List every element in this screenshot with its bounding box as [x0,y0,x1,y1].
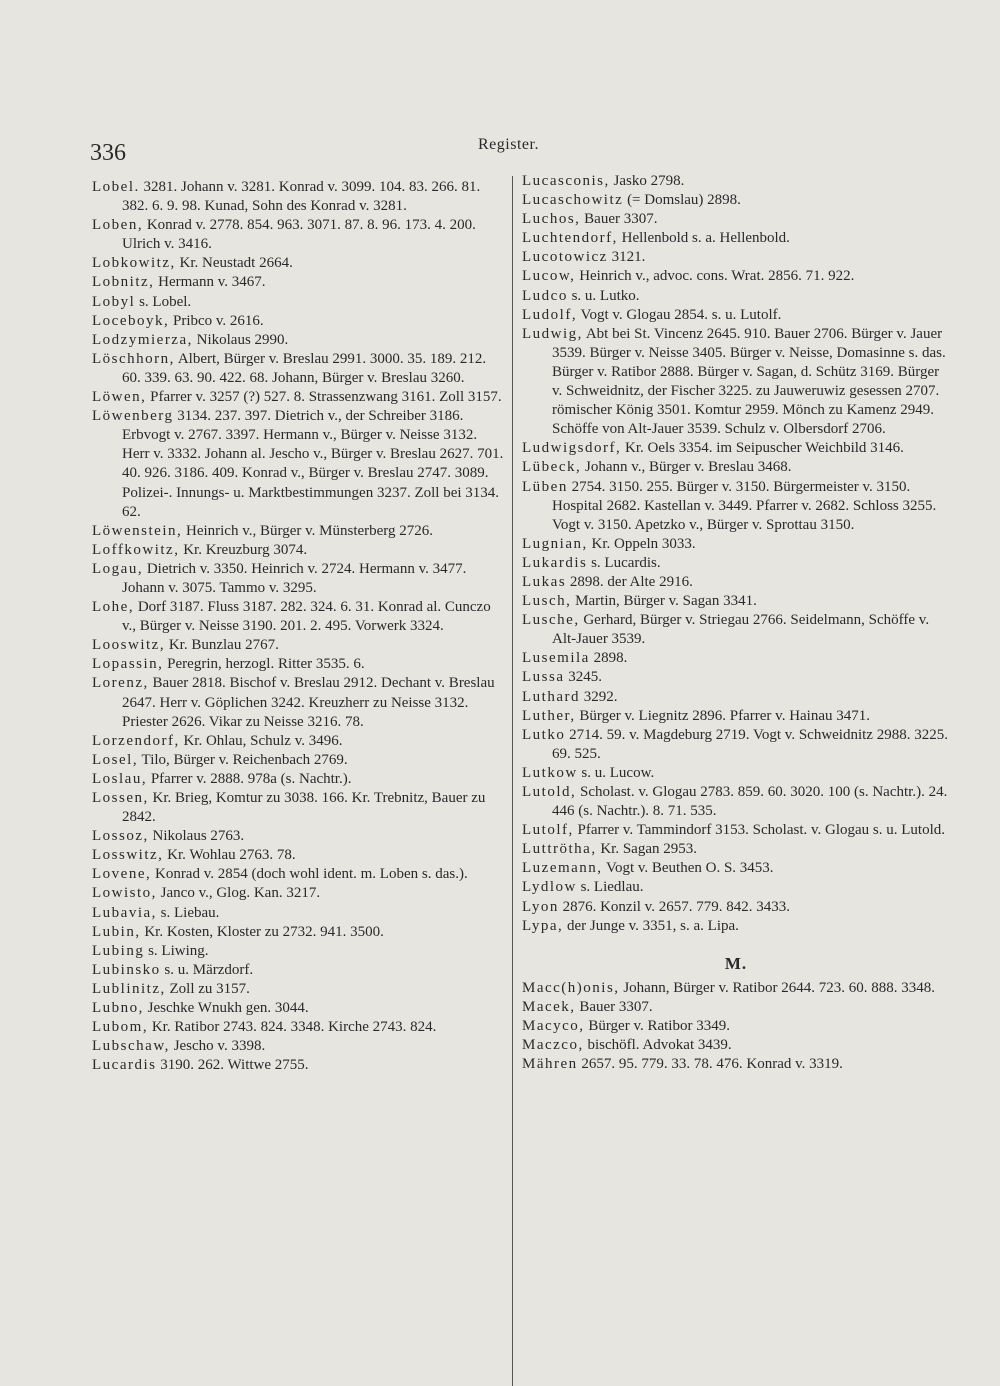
entry-headword: Lobel. [92,179,140,195]
register-entry [92,216,506,254]
entry-headword: Lowisto, [92,885,157,902]
entry-text: 3245. [564,669,602,686]
entry-text: Janco v., Glog. Kan. 3217. [156,885,321,902]
register-entry [92,865,506,884]
register-entry [92,541,506,560]
entry-headword: Ludwig, [522,325,583,342]
entry-headword: Lobyl [92,293,136,310]
entry-text: 3292. [579,688,618,705]
entry-text: Kr. Ratibor 2743. 824. 3348. Kirche 2743. 824. [148,1019,437,1036]
entry-headword: Lorenz, [92,675,149,692]
entry-text: Konrad v. 2778. 854. 963. 3071. 87. 8. 96. 173. 4. 200. Ulrich v. 3416. [122,217,476,253]
entry-text: Tilo, Bürger v. Reichenbach 2769. [138,751,348,768]
entry-headword: Ludolf, [522,306,578,323]
entry-text: Pfarrer v. 2888. 978a (s. Nachtr.). [147,770,352,787]
entry-text: s. u. Lutko. [567,287,640,304]
register-entry [522,535,950,554]
entry-text: 3121. [607,249,646,266]
entry-headword: Löwenberg [92,408,174,425]
register-entry [522,287,950,306]
register-entry [92,942,506,961]
register-entry [92,312,506,331]
register-entry [92,522,506,541]
entry-text: 3190. 262. Wittwe 2755. [156,1057,309,1074]
register-entry [92,961,506,980]
entry-headword: Looswitz, [92,637,166,654]
entry-headword: Lübeck, [522,459,582,476]
entry-text: Bauer 2818. Bischof v. Breslau 2912. Dechant v. Breslau 2647. Herr v. Göplichen 3242. Kreuzherr zu Neisse 3132. Priester 2626. Vikar zu Neisse 3216. 78. [122,675,495,730]
register-entry [92,751,506,770]
entry-text: Johann, Bürger v. Ratibor 2644. 723. 60. 888. 3348. [619,979,935,996]
register-entry [522,821,950,840]
entry-headword: Lukas [522,573,567,590]
register-entry [522,707,950,726]
entry-headword: Lohe, [92,599,135,616]
page-header [90,128,970,168]
register-entry [92,407,506,522]
register-entry [92,293,506,312]
entry-headword: Lucaschowitz [522,192,624,209]
register-entry [522,172,950,191]
register-entry [92,598,506,636]
entry-headword: Lubinsko [92,961,161,978]
entry-text: Kr. Kreuzburg 3074. [179,541,308,558]
entry-text: 3134. 237. 397. Dietrich v., der Schreiber 3186. Erbvogt v. 2767. 3397. Hermann v., Bürger v. Neisse 3132. Herr v. 3332. Johann al. Jescho v., Bürger v. Breslau 2627. 701. 40. 926. 3186. 409. Konrad v., Bürger v. Breslau 2747. 3089. Polizei-. Innungs- u. Marktbestimmungen 3237. Zoll bei 3134. 62. [122,408,504,520]
entry-headword: Lutold, [522,784,577,800]
entry-headword: Loslau, [92,770,148,787]
entry-headword: Loffkowitz, [92,541,180,558]
entry-text: s. u. Märzdorf. [160,961,254,978]
entry-text: Bürger v. Ratibor 3349. [584,1018,730,1035]
register-entry [522,688,950,707]
register-entry [522,840,950,859]
entry-text: Pfarrer v. Tammindorf 3153. Scholast. v. Glogau s. u. Lutold. [573,822,946,839]
register-entry [522,210,950,229]
entry-text: Albert, Bürger v. Breslau 2991. 3000. 35. 189. 212. 60. 339. 63. 90. 422. 68. Johann, Bürger v. Breslau 3260. [122,350,487,386]
entry-headword: Loceboyk, [92,312,170,329]
register-entry [522,229,950,248]
register-entry [92,999,506,1018]
entry-text: Johann v., Bürger v. Breslau 3468. [581,459,792,476]
entry-headword: Lubom, [92,1019,149,1036]
entry-headword: Löwen, [92,389,147,406]
register-entry [522,1055,950,1074]
register-entry [92,846,506,865]
entry-text: Dorf 3187. Fluss 3187. 282. 324. 6. 31. Konrad al. Cunczo v., Bürger v. Neisse 3190. 201. 2. 495. Vorwerk 3324. [122,599,491,635]
entry-headword: Macyco, [522,1018,585,1035]
entry-text: 2714. 59. v. Magdeburg 2719. Vogt v. Schweidnitz 2988. 3225. 69. 525. [552,726,948,762]
entry-headword: Lodzymierza, [92,331,193,348]
m-entries [522,979,950,1074]
register-entry [92,1037,506,1056]
entry-text: Nikolaus 2990. [192,331,289,348]
entry-text: Kr. Oels 3354. im Seipuscher Weichbild 3146. [621,440,904,457]
register-entry [522,306,950,325]
entry-text: Jescho v. 3398. [169,1038,266,1055]
entry-headword: Lussa [522,669,565,686]
entry-text: der Junge v. 3351, s. a. Lipa. [563,917,739,934]
entry-headword: Lorzendorf, [92,732,180,749]
entry-text: Kr. Wohlau 2763. 78. [163,847,296,864]
entry-text: Kr. Sagan 2953. [596,841,697,858]
right-column [522,172,950,1074]
register-entry [92,273,506,292]
entry-headword: Lucardis [92,1057,157,1074]
register-entry [522,439,950,458]
entry-text: Heinrich v., advoc. cons. Wrat. 2856. 71. 922. [575,268,855,285]
entry-headword: Lobnitz, [92,274,155,291]
entry-headword: Lydlow [522,879,577,896]
register-entry [522,917,950,936]
entry-text: Vogt v. Glogau 2854. s. u. Lutolf. [577,306,782,323]
entry-headword: Luzemann, [522,860,603,877]
entry-headword: Losswitz, [92,847,164,864]
entry-text: 2754. 3150. 255. Bürger v. 3150. Bürgermeister v. 3150. Hospital 2682. Kastellan v. 3449. Pfarrer v. 2682. Schloss 3255. Vogt v. 3150. Apetzko v., Bürger v. Sprottau 3150. [552,478,937,533]
entry-headword: Lutkow [522,764,578,781]
entry-text: Hermann v. 3467. [154,274,266,291]
entry-text: Peregrin, herzogl. Ritter 3535. 6. [163,656,365,673]
entry-text: Scholast. v. Glogau 2783. 859. 60. 3020. 100 (s. Nachtr.). 24. 446 (s. Nachtr.). 8. 71. 535. [552,784,948,820]
entry-text: Gerhard, Bürger v. Striegau 2766. Seidelmann, Schöffe v. Alt-Jauer 3539. [552,612,930,648]
entry-text: 3281. Johann v. 3281. Konrad v. 3099. 104. 83. 266. 81. 382. 6. 9. 98. Kunad, Sohn des Konrad v. 3281. [122,179,481,215]
entry-headword: Luchos, [522,211,581,228]
entry-headword: Macek, [522,998,576,1015]
register-entry [92,770,506,789]
left-column [92,178,506,1075]
entry-headword: Lopassin, [92,656,164,673]
entry-headword: Lovene, [92,866,152,883]
entry-headword: Lubing [92,942,145,959]
entry-text: 2657. 95. 779. 33. 78. 476. Konrad v. 3319. [577,1056,843,1073]
register-entry [92,1056,506,1075]
entry-text: Bauer 3307. [575,998,653,1015]
register-entry [522,267,950,286]
register-entry [92,331,506,350]
entry-text: 2876. Konzil v. 2657. 779. 842. 3433. [558,898,790,915]
register-entry [522,764,950,783]
register-entry [92,636,506,655]
entry-headword: Lobkowitz, [92,255,176,272]
register-entry [92,980,506,999]
entry-text: Pfarrer v. 3257 (?) 527. 8. Strassenzwang 3161. Zoll 3157. [146,389,502,406]
register-entry [522,325,950,440]
entry-headword: Lubschaw, [92,1038,170,1055]
section-letter: M. [724,953,748,973]
entry-text: Dietrich v. 3350. Heinrich v. 2724. Hermann v. 3477. Johann v. 3075. Tammo v. 3295. [122,560,467,596]
register-entry [522,859,950,878]
entry-text: Jasko 2798. [609,173,685,189]
register-entry [92,254,506,273]
entry-text: (= Domslau) 2898. [623,192,741,209]
entry-headword: Ludco [522,287,568,304]
register-entry [92,904,506,923]
entry-headword: Logau, [92,560,144,577]
register-entry [522,649,950,668]
entry-headword: Macc(h)onis, [522,979,620,996]
register-entry [522,878,950,897]
register-entry [92,923,506,942]
entry-headword: Luthard [522,688,580,705]
entry-headword: Lüben [522,478,568,495]
entry-text: Kr. Bunzlau 2767. [165,637,279,654]
entry-headword: Loben, [92,217,144,234]
entry-headword: Luchtendorf, [522,230,618,247]
entry-text: Hellenbold s. a. Hellenbold. [617,230,790,247]
register-entry [92,350,506,388]
entry-headword: Lucasconis, [522,173,610,189]
entry-text: Zoll zu 3157. [165,980,250,997]
entry-headword: Lublinitz, [92,980,166,997]
register-entry [522,478,950,535]
entry-text: Nikolaus 2763. [148,828,245,845]
entry-headword: Lusemila [522,650,590,667]
register-entry [522,668,950,687]
entry-text: Kr. Kosten, Kloster zu 2732. 941. 3500. [140,923,384,940]
entry-headword: Ludwigsdorf, [522,440,622,457]
entry-headword: Lossen, [92,790,149,806]
entry-headword: Luttrötha, [522,841,597,858]
entry-headword: Lypa, [522,917,564,934]
register-entry [522,611,950,649]
register-entry [522,1036,950,1055]
register-entry [522,191,950,210]
entry-headword: Löschhorn, [92,350,175,367]
register-entry [522,458,950,477]
entry-headword: Lusche, [522,612,580,629]
entry-headword: Losel, [92,751,139,768]
entry-text: Bauer 3307. [580,211,658,228]
register-entry [522,248,950,267]
entry-text: s. Lucardis. [587,554,661,571]
entry-headword: Lyon [522,898,559,915]
register-entry [92,827,506,846]
right-entries [522,172,950,936]
entry-headword: Lubin, [92,923,141,940]
entry-headword: Lossoz, [92,828,149,845]
entry-text: Jeschke Wnukh gen. 3044. [143,1000,309,1017]
register-entry [92,789,506,827]
register-entry [522,783,950,821]
register-entry [92,674,506,731]
running-head: Register. [478,136,539,153]
register-entry [92,655,506,674]
entry-headword: Lucow, [522,268,576,285]
register-entry [522,998,950,1017]
entry-headword: Lukardis [522,554,588,571]
entry-text: Konrad v. 2854 (doch wohl ident. m. Loben s. das.). [151,866,468,883]
register-entry [522,554,950,573]
entry-text: Kr. Oppeln 3033. [587,535,696,552]
entry-text: s. Liedlau. [576,879,644,896]
entry-text: Kr. Ohlau, Schulz v. 3496. [179,732,343,749]
entry-headword: Luther, [522,707,576,724]
entry-text: 2898. der Alte 2916. [566,573,693,590]
entry-text: s. Liebau. [156,904,220,921]
register-entry [92,388,506,407]
entry-text: bischöfl. Advokat 3439. [583,1037,732,1054]
register-entry [522,726,950,764]
register-entry [522,1017,950,1036]
register-entry [522,592,950,611]
entry-text: Bürger v. Liegnitz 2896. Pfarrer v. Hainau 3471. [575,707,871,724]
entry-headword: Maczco, [522,1037,584,1054]
register-entry [92,560,506,598]
entry-headword: Lutolf, [522,822,574,839]
entry-text: Kr. Neustadt 2664. [175,255,293,272]
entry-text: s. Liwing. [144,942,209,959]
entry-text: Pribco v. 2616. [169,312,264,329]
entry-text: Vogt v. Beuthen O. S. 3453. [602,860,774,877]
entry-text: Kr. Brieg, Komtur zu 3038. 166. Kr. Trebnitz, Bauer zu 2842. [122,790,486,826]
entry-text: Heinrich v., Bürger v. Münsterberg 2726. [182,522,434,539]
entry-text: s. Lobel. [135,293,192,310]
register-entry [522,979,950,998]
entry-headword: Mähren [522,1056,578,1073]
page-number: 336 [90,140,126,166]
entry-headword: Lusch, [522,593,572,610]
entry-headword: Lucotowicz [522,249,608,266]
entry-headword: Lubno, [92,1000,144,1017]
register-entry [522,898,950,917]
entry-text: Martin, Bürger v. Sagan 3341. [571,593,757,610]
register-entry [92,732,506,751]
register-entry [92,1018,506,1037]
entry-headword: Lutko [522,726,566,743]
register-entry [92,884,506,903]
entry-headword: Lubavia, [92,904,157,921]
entry-text: s. u. Lucow. [577,764,655,781]
entry-text: 2898. [589,650,628,667]
register-entry [522,573,950,592]
entry-headword: Löwenstein, [92,522,183,539]
entry-headword: Lugnian, [522,535,588,552]
register-entry [92,178,506,216]
column-divider [512,176,513,1386]
entry-text: Abt bei St. Vincenz 2645. 910. Bauer 2706. Bürger v. Jauer 3539. Bürger v. Neisse 3405. Bürger v. Neisse, Domasinne s. das. Bürger v. Ratibor 2888. Bürger v. Sagan, d. Schütz 3169. Bürger v. Schweidnitz, der Fischer 3225. zu Jauweruwiz gesessen 2707. römischer König 3501. Komtur 2959. Mönch zu Kamenz 2949. Schöffe von Alt-Jauer 3539. Schulz v. Olbersdorf 2706. [552,325,946,438]
